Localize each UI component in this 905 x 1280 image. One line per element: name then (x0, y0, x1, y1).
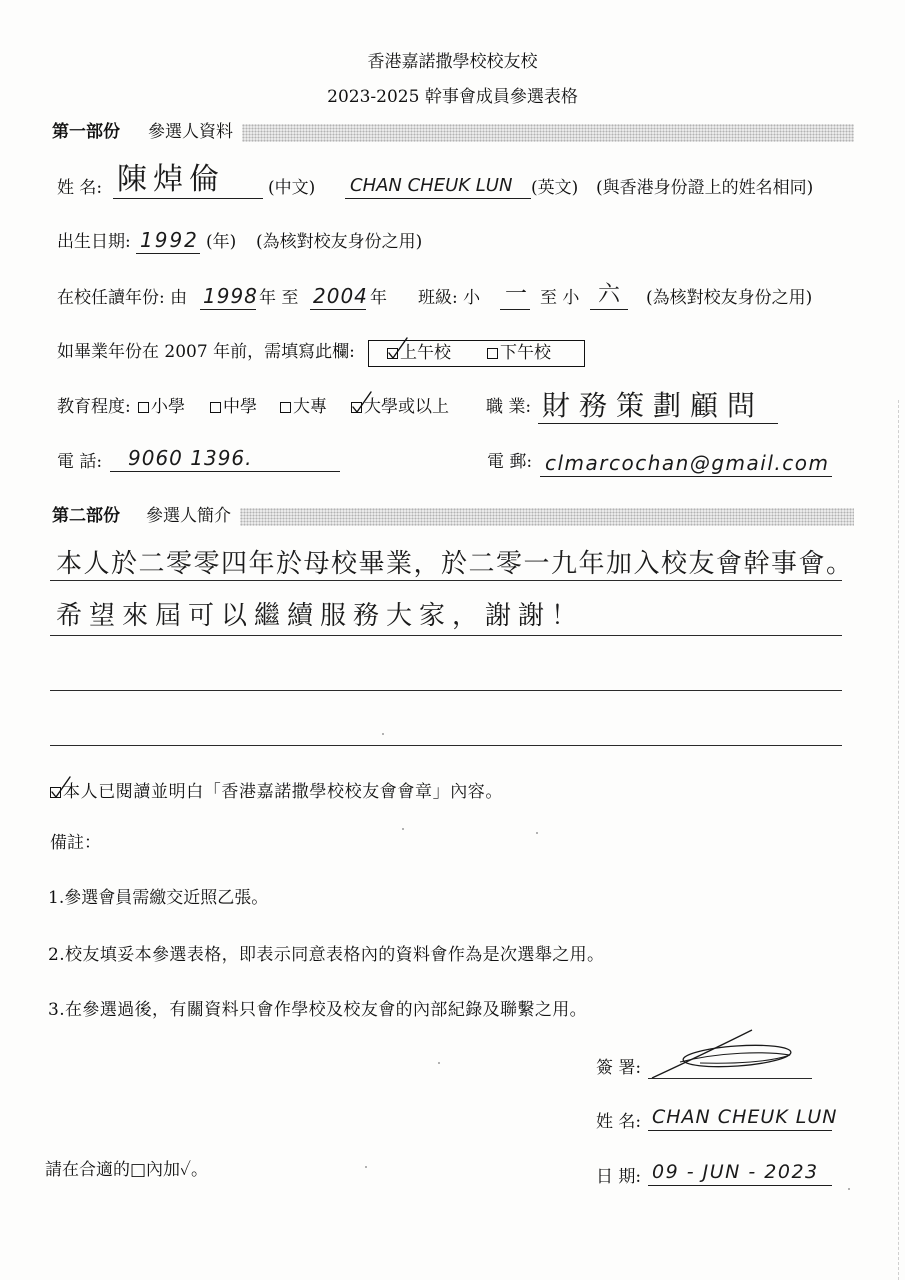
scan-speck (536, 832, 538, 834)
form-organisation-title: 香港嘉諾撒學校校友校 (367, 52, 538, 72)
education-label: 教育程度: (57, 397, 131, 417)
signer-name-value: CHAN CHEUK LUN (652, 1106, 838, 1128)
study-from-field[interactable] (200, 278, 256, 310)
study-to-value: 2004 (313, 284, 368, 308)
signature-drawing (640, 1022, 820, 1084)
study-note: (為核對校友身份之用) (646, 288, 813, 308)
name-label: 姓 名: (57, 178, 103, 198)
occupation-label: 職 業: (486, 397, 532, 417)
education-option-university[interactable] (351, 398, 449, 416)
date-label: 日 期: (596, 1167, 642, 1187)
birth-label: 出生日期: (57, 232, 131, 252)
session-option-label: 上午校 (400, 343, 451, 363)
scan-edge-line (898, 400, 899, 1280)
signature-label: 簽 署: (596, 1058, 642, 1078)
english-suffix-label: (英文) (531, 178, 579, 198)
birth-note: (為核對校友身份之用) (256, 232, 423, 252)
scan-speck (848, 1188, 850, 1190)
section-1-number: 第一部份 (52, 122, 120, 142)
checkbox[interactable] (138, 402, 149, 413)
education-option-label: 中學 (223, 397, 257, 417)
checkbox[interactable] (387, 348, 398, 359)
checkmark-icon (349, 390, 375, 418)
english-name-value: CHAN CHEUK LUN (350, 175, 513, 196)
section-2-title: 參選人簡介 (146, 506, 231, 526)
education-option-label: 小學 (151, 397, 185, 417)
education-option-primary[interactable] (138, 398, 185, 416)
study-from-value: 1998 (203, 284, 258, 308)
session-option-label: 下午校 (500, 343, 551, 363)
checkbox-instruction: 請在合適的□內加✓。 (45, 1160, 209, 1180)
signer-name-label: 姓 名: (596, 1112, 642, 1132)
occupation-value: 財務策劃顧問 (542, 389, 765, 422)
declaration-option[interactable] (50, 783, 503, 801)
birth-year-field[interactable] (136, 222, 200, 254)
session-option-pm[interactable] (487, 344, 551, 362)
phone-value: 9060 1396. (128, 446, 253, 470)
checkmark-icon (385, 336, 411, 364)
signer-name-field[interactable] (648, 1097, 838, 1131)
note-item: 2.校友填妥本參選表格，即表示同意表格內的資料會作為是次選舉之用。 (48, 945, 605, 965)
chinese-name-value: 陳焯倫 (117, 162, 225, 197)
occupation-field[interactable] (538, 383, 778, 424)
checkbox[interactable] (50, 787, 61, 798)
study-year-suffix: 年 (370, 288, 387, 308)
checkbox[interactable] (487, 348, 498, 359)
class-from-value: 一 (505, 282, 528, 307)
declaration-label: 本人已閱讀並明白「香港嘉諾撒學校校友會會章」內容。 (63, 782, 503, 802)
birth-suffix-label: (年) (206, 232, 237, 252)
class-mid-label: 至 小 (540, 288, 580, 308)
date-field[interactable] (648, 1150, 832, 1186)
chinese-suffix-label: (中文) (268, 178, 316, 198)
study-mid-label: 年 至 (259, 288, 299, 308)
section-2-number: 第二部份 (52, 506, 120, 526)
session-option-am[interactable] (387, 344, 451, 362)
education-option-label: 大專 (293, 397, 327, 417)
section-1-title: 參選人資料 (148, 122, 233, 142)
birth-year-value: 1992 (140, 228, 199, 252)
email-label: 電 郵: (487, 452, 533, 472)
email-value: clmarcochan@gmail.com (545, 451, 830, 475)
profile-line-2: 希望來屆可以繼續服務大家，謝謝！ (56, 601, 585, 631)
education-option-secondary[interactable] (210, 398, 257, 416)
class-from-field[interactable] (500, 280, 530, 310)
phone-field[interactable] (110, 438, 340, 472)
email-field[interactable] (540, 440, 832, 477)
profile-rule (50, 580, 842, 581)
note-item: 3.在參選過後，有關資料只會作學校及校友會的內部紀錄及聯繫之用。 (48, 1000, 588, 1020)
signature-line (648, 1078, 812, 1079)
date-value: 09 - JUN - 2023 (652, 1161, 819, 1183)
english-name-field[interactable] (345, 162, 531, 199)
study-to-field[interactable] (310, 278, 366, 310)
section-1-shading (242, 124, 854, 142)
scan-speck (365, 1166, 367, 1168)
name-note: (與香港身份證上的姓名相同) (596, 178, 814, 198)
class-to-field[interactable] (590, 280, 628, 310)
profile-line-1: 本人於二零零四年於母校畢業，於二零一九年加入校友會幹事會。 (56, 549, 854, 579)
scan-speck (382, 733, 384, 735)
phone-label: 電 話: (57, 452, 103, 472)
checkmark-icon (48, 775, 74, 803)
education-option-label: 大學或以上 (364, 397, 449, 417)
checkbox[interactable] (210, 402, 221, 413)
session-label: 如畢業年份在 2007 年前，需填寫此欄: (57, 342, 355, 362)
note-item: 1.參選會員需繳交近照乙張。 (48, 888, 269, 908)
profile-rule (50, 635, 842, 636)
checkbox[interactable] (280, 402, 291, 413)
chinese-name-field[interactable] (113, 158, 263, 199)
class-label: 班級: 小 (418, 288, 481, 308)
class-to-value: 六 (598, 282, 621, 307)
study-years-label: 在校任讀年份: 由 (57, 288, 188, 308)
scan-speck (438, 1062, 440, 1064)
notes-title: 備註： (50, 833, 101, 853)
section-2-shading (240, 508, 854, 526)
education-option-post-secondary[interactable] (280, 398, 327, 416)
checkbox[interactable] (351, 402, 362, 413)
profile-rule (50, 690, 842, 691)
profile-rule (50, 745, 842, 746)
scan-speck (402, 828, 404, 830)
form-title: 2023-2025 幹事會成員參選表格 (327, 87, 578, 107)
